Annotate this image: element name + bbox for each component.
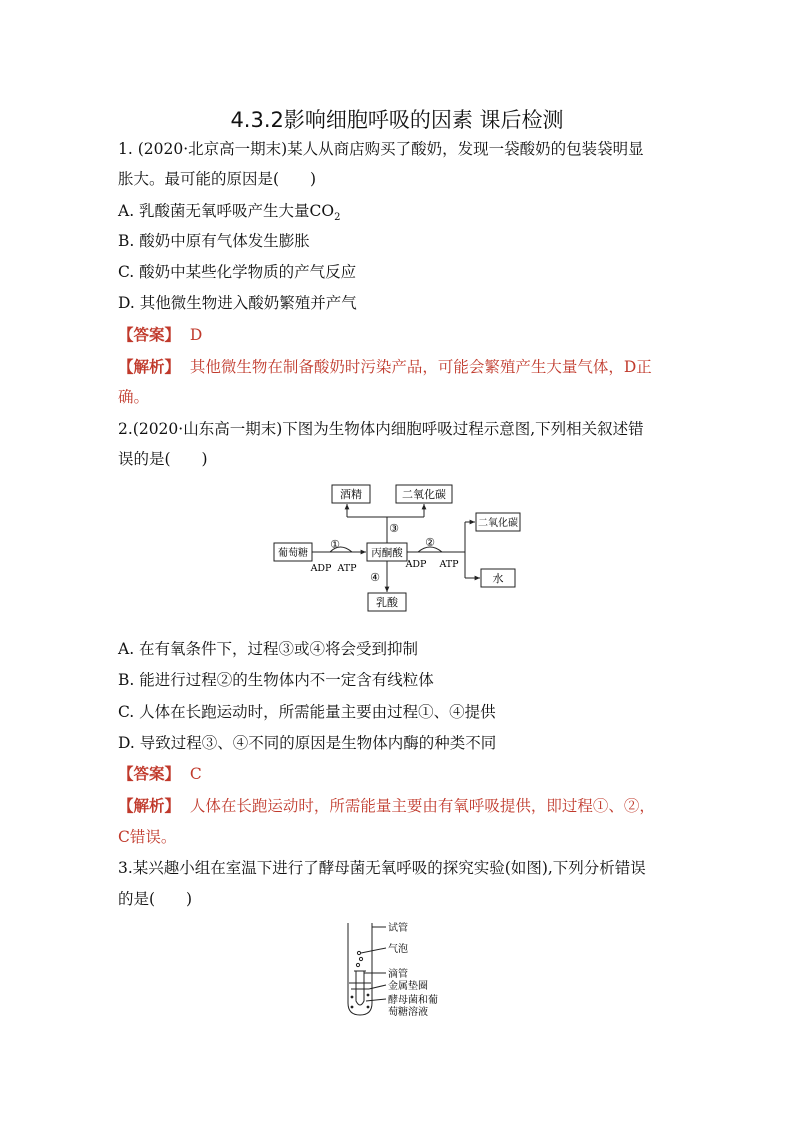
q1-option-d: D. 其他微生物进入酸奶繁殖并产气 [118,294,357,312]
label-test-tube: 试管 [388,923,408,934]
step-1-marker: ① [330,538,340,551]
q2-analysis-line2: C错误。 [118,828,177,846]
box-pyruvate [367,543,407,561]
q1-option-a [118,200,678,229]
q1-analysis-line2: 确。 [118,388,150,406]
step-2-marker: ② [425,536,435,549]
q1-answer [118,324,678,346]
box-co2-top [396,485,452,503]
q3-stem-line1: 3.某兴趣小组在室温下进行了酵母菌无氧呼吸的探究实验(如图),下列分析错误 [118,859,646,877]
q1-stem-line1: 1. (2020·北京高一期末)某人从商店购买了酸奶，发现一袋酸奶的包装袋明显 [118,140,644,158]
q2-stem-line1: 2.(2020·山东高一期末)下图为生物体内细胞呼吸过程示意图,下列相关叙述错 [118,420,644,438]
atp-label-1: ATP [337,563,357,574]
label-co2-right: 二氧化碳 [478,518,518,529]
q1-option-a-subscript: 2 [334,212,341,224]
q2-analysis [118,795,678,817]
q1-analysis [118,356,678,378]
q1-answer-label: 【答案】 [118,325,181,344]
q2-option-c: C. 人体在长跑运动时，所需能量主要由过程①、④提供 [118,703,496,721]
box-co2-right [476,513,520,531]
page-title: 4.3.2影响细胞呼吸的因素 课后检测 [230,108,564,132]
q2-stem-line2: 误的是( ) [118,450,208,468]
step-4-marker: ④ [370,571,380,584]
q2-answer-value: C [189,765,202,783]
label-lactic: 乳酸 [376,596,398,609]
q3-stem-line2: 的是( ) [118,890,193,908]
label-alcohol: 酒精 [340,488,362,501]
q2-analysis-text: 人体在长跑运动时，所需能量主要由有氧呼吸提供，即过程①、②， [189,797,655,815]
q2-analysis-label: 【解析】 [118,796,181,815]
label-pyruvate: 丙酮酸 [371,547,403,559]
q2-option-b: B. 能进行过程②的生物体内不一定含有线粒体 [118,671,434,689]
box-lactic [368,593,406,611]
adp-label-1: ADP [310,563,332,574]
q1-answer-value: D [189,326,203,344]
atp-label-2: ATP [439,559,459,570]
q2-option-a: A. 在有氧条件下，过程③或④将会受到抑制 [118,640,419,658]
box-water [481,569,515,587]
adp-label-2: ADP [405,559,427,570]
step-3-marker: ③ [389,522,399,535]
label-dropper: 滴管 [388,969,408,980]
label-metal-ring: 金属垫圈 [388,981,428,992]
label-co2-top: 二氧化碳 [402,488,446,501]
q1-stem-line2: 胀大。最可能的原因是( ) [118,170,317,188]
label-solution-line1: 酵母菌和葡 [388,995,438,1006]
box-alcohol [332,485,370,503]
q2-answer-label: 【答案】 [118,764,181,783]
q2-option-d: D. 导致过程③、④不同的原因是生物体内酶的种类不同 [118,734,497,752]
q1-option-b: B. 酸奶中原有气体发生膨胀 [118,232,310,250]
label-glucose: 葡萄糖 [278,548,308,559]
q1-analysis-label: 【解析】 [118,357,181,376]
test-tube-diagram [0,915,794,1025]
box-glucose [274,543,312,561]
label-bubble: 气泡 [388,944,408,955]
label-water: 水 [492,572,504,585]
q1-analysis-text: 其他微生物在制备酸奶时污染产品，可能会繁殖产生大量气体，D正 [189,358,652,376]
q1-option-a-text: A. 乳酸菌无氧呼吸产生大量CO [118,202,335,220]
q2-answer [118,763,678,785]
respiration-diagram [0,480,794,620]
q1-option-c: C. 酸奶中某些化学物质的产气反应 [118,263,357,281]
label-solution-line2: 萄糖溶液 [388,1007,428,1018]
